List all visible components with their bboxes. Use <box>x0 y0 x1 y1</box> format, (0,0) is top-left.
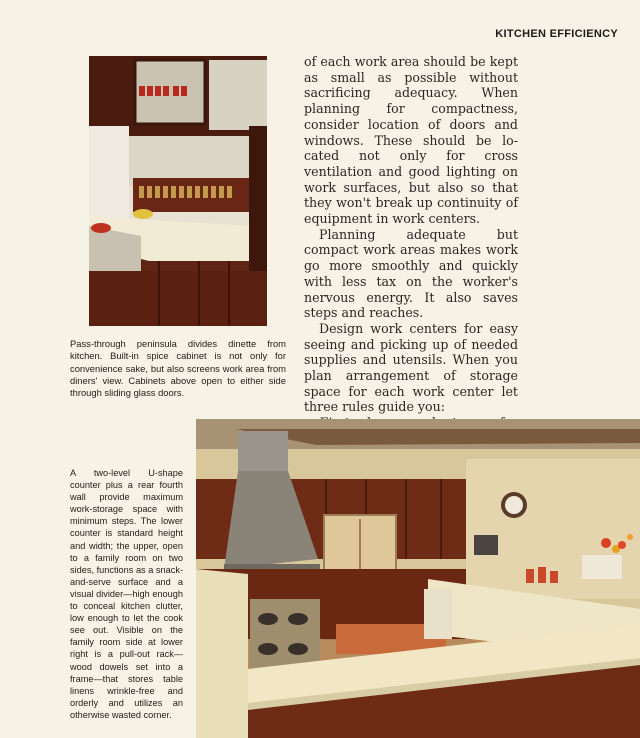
caption-u-shape-counter: A two-level U-shape counter plus a rear fourth wall provide maximum work-storage space with minimum steps. The lower counter is standard height and width; the upper, open to a family room on two sides, functions as a snack-and-serve surface and a visual divider—high enough to conceal kitchen clutter, low enough to let the cook see out. Visible on the family room side at lower right is a pull-out rack—wood dowels set into a frame—that stores table linens wrinkle-free and orderly and utilizes an otherwise wasted corner. <box>70 468 183 720</box>
caption-spice-cabinet: Pass-through peninsula divides dinette from kitchen. Built-in spice cabinet is not only for convenience sake, but also screens work area from diners' view. Cabinets above open to either side through sliding glass doors. <box>70 338 286 399</box>
section-header: KITCHEN EFFICIENCY <box>495 28 618 40</box>
kitchen-photo-u-shape <box>196 419 640 738</box>
body-paragraph-3: Design work centers for easy seeing and picking up of needed supplies and utensils. When you plan arrangement of storage space for each work center let three rules guide you: <box>304 320 518 415</box>
body-paragraph-2: Planning adequate but compact work areas makes work go more smoothly and quickly with less tax on the worker's nervous energy. It also saves steps and reaches. <box>304 226 518 321</box>
kitchen-photo-spice-cabinet <box>89 56 267 326</box>
body-paragraph-1: of each work area should be kept as small as possible without sacrificing adequacy. When planning for compactness, consider location of doors and windows. These should be located not only for cross ventilation and good lighting on work surfaces, but also so that they won't break up continuity of equipment in work centers. <box>304 54 518 227</box>
article-body <box>304 54 518 462</box>
